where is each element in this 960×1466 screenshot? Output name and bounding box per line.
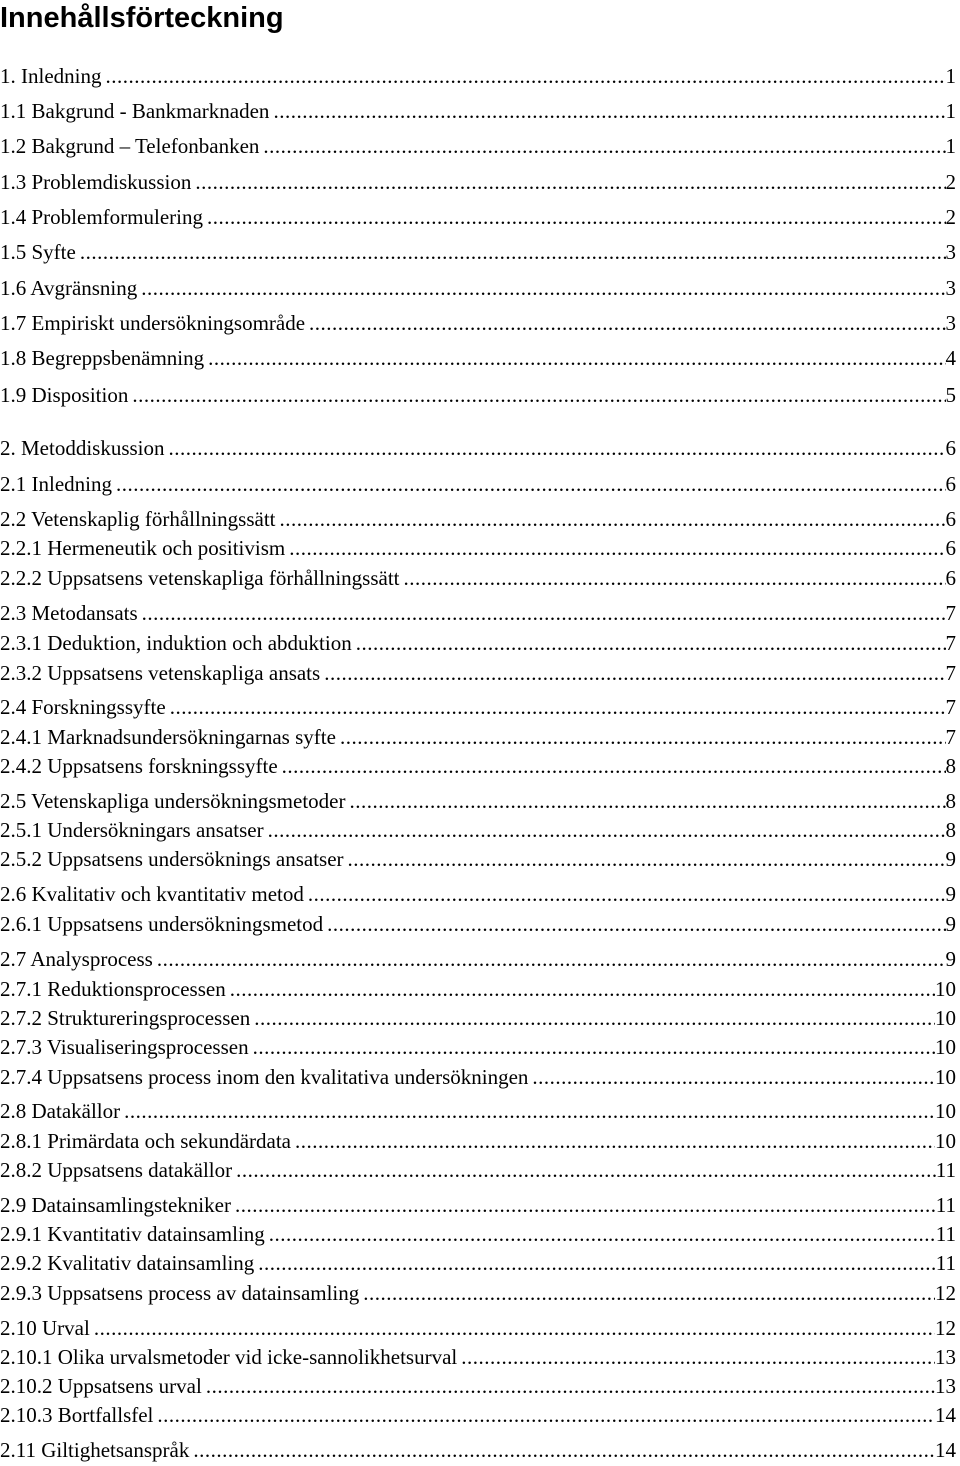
toc-entry-label: 2.7.1 Reduktionsprocessen	[0, 977, 226, 1001]
toc-entry[interactable]	[0, 62, 956, 90]
toc-entry-label: 2.7 Analysprocess	[0, 947, 153, 971]
toc-entry-label: 2.3.1 Deduktion, induktion och abduktion	[0, 631, 352, 655]
toc-entry-page-number: 9	[945, 882, 956, 906]
toc-entry-label: 2.9.1 Kvantitativ datainsamling	[0, 1222, 265, 1246]
toc-entry[interactable]	[0, 132, 956, 160]
toc-entry[interactable]	[0, 1343, 956, 1371]
toc-dot-leader	[363, 1279, 935, 1307]
toc-dot-leader	[263, 132, 945, 160]
toc-entry-label: 2.10.1 Olika urvalsmetoder vid icke-sannolikhetsurval	[0, 1345, 458, 1369]
toc-entry-page-number: 2	[945, 205, 956, 229]
toc-entry[interactable]	[0, 470, 956, 498]
toc-entry-page-number: 5	[945, 383, 956, 407]
toc-dot-leader	[289, 534, 945, 562]
toc-entry-page-number: 8	[945, 789, 956, 813]
toc-entry[interactable]	[0, 434, 956, 462]
toc-entry[interactable]	[0, 97, 956, 125]
toc-entry-page-number: 14	[935, 1438, 956, 1462]
toc-dot-leader	[208, 344, 945, 372]
toc-entry-label: 2.5 Vetenskapliga undersökningsmetoder	[0, 789, 346, 813]
toc-dot-leader	[269, 1220, 936, 1248]
toc-entry[interactable]	[0, 381, 956, 409]
toc-entry-label: 2.3 Metodansats	[0, 601, 138, 625]
toc-entry[interactable]	[0, 564, 956, 592]
toc-entry-label: 2.7.2 Struktureringsprocessen	[0, 1006, 251, 1030]
toc-entry-label: 2.2.1 Hermeneutik och positivism	[0, 536, 286, 560]
toc-entry-label: 2.5.2 Uppsatsens undersöknings ansatser	[0, 847, 344, 871]
toc-dot-leader	[157, 1401, 935, 1429]
toc-dot-leader	[254, 1004, 935, 1032]
toc-entry[interactable]	[0, 910, 956, 938]
toc-entry-page-number: 8	[945, 754, 956, 778]
toc-entry-page-number: 7	[945, 695, 956, 719]
toc-entry-page-number: 6	[945, 566, 956, 590]
toc-entry-page-number: 1	[945, 99, 956, 123]
toc-entry-page-number: 10	[935, 1065, 956, 1089]
toc-entry-label: 2.7.3 Visualiseringsprocessen	[0, 1035, 249, 1059]
toc-entry-page-number: 6	[945, 536, 956, 560]
toc-dot-leader	[461, 1343, 935, 1371]
toc-entry-label: 1.7 Empiriskt undersökningsområde	[0, 311, 306, 335]
toc-entry-label: 1.2 Bakgrund – Telefonbanken	[0, 134, 260, 158]
toc-entry-label: 2.8.2 Uppsatsens datakällor	[0, 1158, 233, 1182]
toc-entry-page-number: 6	[945, 472, 956, 496]
toc-entry-label: 2.9.3 Uppsatsens process av datainsamling	[0, 1281, 360, 1305]
toc-entry-page-number: 6	[945, 436, 956, 460]
toc-entry[interactable]	[0, 659, 956, 687]
toc-entry[interactable]	[0, 1372, 956, 1400]
toc-entry[interactable]	[0, 309, 956, 337]
toc-dot-leader	[295, 1127, 935, 1155]
toc-entry[interactable]	[0, 629, 956, 657]
toc-entry[interactable]	[0, 1004, 956, 1032]
toc-entry-page-number: 11	[935, 1251, 956, 1275]
toc-entry-page-number: 2	[945, 170, 956, 194]
toc-entry[interactable]	[0, 274, 956, 302]
toc-entry-label: 2.4 Forskningssyfte	[0, 695, 166, 719]
toc-dot-leader	[253, 1033, 935, 1061]
toc-entry-page-number: 9	[945, 912, 956, 936]
toc-entry[interactable]	[0, 1191, 956, 1219]
toc-dot-leader	[532, 1063, 935, 1091]
toc-entry-label: 2. Metoddiskussion	[0, 436, 165, 460]
toc-entry[interactable]	[0, 787, 956, 815]
toc-dot-leader	[282, 752, 946, 780]
toc-dot-leader	[404, 564, 946, 592]
toc-entry-label: 2.8.1 Primärdata och sekundärdata	[0, 1129, 291, 1153]
toc-dot-leader	[327, 910, 945, 938]
toc-entry-page-number: 12	[935, 1281, 956, 1305]
toc-dot-leader	[105, 62, 945, 90]
toc-entry-label: 2.10 Urval	[0, 1316, 90, 1340]
toc-dot-leader	[324, 659, 945, 687]
toc-dot-leader	[124, 1097, 935, 1125]
toc-dot-leader	[258, 1249, 935, 1277]
toc-dot-leader	[116, 470, 946, 498]
toc-entry[interactable]	[0, 1249, 956, 1277]
toc-dot-leader	[235, 1191, 936, 1219]
toc-entry-page-number: 12	[935, 1316, 956, 1340]
toc-dot-leader	[348, 845, 946, 873]
toc-entry-page-number: 7	[945, 601, 956, 625]
toc-entry-page-number: 7	[945, 725, 956, 749]
toc-entry[interactable]	[0, 599, 956, 627]
toc-entry-label: 1.3 Problemdiskussion	[0, 170, 192, 194]
toc-entry-page-number: 7	[945, 631, 956, 655]
toc-dot-leader	[132, 381, 945, 409]
toc-dot-leader	[80, 238, 946, 266]
toc-entry-page-number: 10	[935, 1035, 956, 1059]
toc-dot-leader	[206, 1372, 935, 1400]
toc-entry-label: 1.4 Problemformulering	[0, 205, 203, 229]
toc-entry-label: 2.2.2 Uppsatsens vetenskapliga förhållningssätt	[0, 566, 400, 590]
toc-entry-label: 2.1 Inledning	[0, 472, 112, 496]
toc-entry[interactable]	[0, 1127, 956, 1155]
toc-entry[interactable]	[0, 344, 956, 372]
toc-entry-page-number: 13	[935, 1345, 956, 1369]
toc-entry-label: 2.3.2 Uppsatsens vetenskapliga ansats	[0, 661, 321, 685]
toc-entry[interactable]	[0, 845, 956, 873]
toc-entry[interactable]	[0, 1314, 956, 1342]
toc-entry[interactable]	[0, 816, 956, 844]
toc-entry-label: 2.5.1 Undersökningars ansatser	[0, 818, 264, 842]
toc-entry-page-number: 3	[945, 240, 956, 264]
toc-entry[interactable]	[0, 723, 956, 751]
toc-dot-leader	[273, 97, 945, 125]
toc-dot-leader	[308, 880, 946, 908]
toc-entry[interactable]	[0, 1220, 956, 1248]
toc-entry-label: 2.4.1 Marknadsundersökningarnas syfte	[0, 725, 336, 749]
toc-dot-leader	[356, 629, 946, 657]
toc-entry-page-number: 8	[945, 818, 956, 842]
toc-dot-leader	[195, 168, 945, 196]
toc-entry-page-number: 9	[945, 947, 956, 971]
toc-dot-leader	[142, 599, 946, 627]
toc-entry-label: 1.9 Disposition	[0, 383, 129, 407]
toc-entry-page-number: 1	[945, 134, 956, 158]
toc-dot-leader	[280, 505, 946, 533]
toc-entry-label: 1.6 Avgränsning	[0, 276, 138, 300]
toc-entry[interactable]	[0, 1033, 956, 1061]
toc-entry-label: 2.8 Datakällor	[0, 1099, 121, 1123]
toc-entry-label: 1.8 Begreppsbenämning	[0, 346, 205, 370]
toc-entry-page-number: 11	[935, 1193, 956, 1217]
toc-dot-leader	[157, 945, 946, 973]
toc-entry[interactable]	[0, 203, 956, 231]
toc-dot-leader	[236, 1156, 936, 1184]
toc-entry-label: 2.2 Vetenskaplig förhållningssätt	[0, 507, 276, 531]
toc-entry-page-number: 10	[935, 1099, 956, 1123]
toc-entry[interactable]	[0, 168, 956, 196]
toc-entry[interactable]	[0, 975, 956, 1003]
toc-entry-label: 2.10.3 Bortfallsfel	[0, 1403, 154, 1427]
toc-dot-leader	[268, 816, 946, 844]
toc-entry[interactable]	[0, 880, 956, 908]
toc-entry[interactable]	[0, 534, 956, 562]
toc-entry-page-number: 3	[945, 311, 956, 335]
toc-entry-label: 2.4.2 Uppsatsens forskningssyfte	[0, 754, 278, 778]
toc-dot-leader	[340, 723, 946, 751]
toc-dot-leader	[170, 693, 946, 721]
toc-entry-label: 2.9.2 Kvalitativ datainsamling	[0, 1251, 255, 1275]
toc-dot-leader	[169, 434, 946, 462]
toc-entry-page-number: 10	[935, 977, 956, 1001]
toc-entry[interactable]	[0, 1436, 956, 1464]
toc-entry[interactable]	[0, 945, 956, 973]
toc-entry-label: 2.6.1 Uppsatsens undersökningsmetod	[0, 912, 324, 936]
toc-entry[interactable]	[0, 1063, 956, 1091]
toc-entry-label: 2.6 Kvalitativ och kvantitativ metod	[0, 882, 304, 906]
toc-dot-leader	[193, 1436, 935, 1464]
toc-entry-page-number: 11	[935, 1222, 956, 1246]
toc-entry-page-number: 6	[945, 507, 956, 531]
toc-entry-page-number: 1	[945, 64, 956, 88]
toc-entry[interactable]	[0, 1279, 956, 1307]
toc-entry-page-number: 10	[935, 1129, 956, 1153]
toc-entry-page-number: 10	[935, 1006, 956, 1030]
toc-entry-label: 1. Inledning	[0, 64, 102, 88]
toc-dot-leader	[309, 309, 945, 337]
toc-dot-leader	[94, 1314, 935, 1342]
toc-entry[interactable]	[0, 693, 956, 721]
toc-entry-page-number: 13	[935, 1374, 956, 1398]
toc-entry-label: 2.11 Giltighetsanspråk	[0, 1438, 190, 1462]
toc-entry-label: 2.7.4 Uppsatsens process inom den kvalitativa undersökningen	[0, 1065, 529, 1089]
toc-entry-label: 2.9 Datainsamlingstekniker	[0, 1193, 231, 1217]
toc-entry-page-number: 14	[935, 1403, 956, 1427]
toc-entry-label: 1.1 Bakgrund - Bankmarknaden	[0, 99, 270, 123]
toc-entry-page-number: 11	[935, 1158, 956, 1182]
toc-dot-leader	[230, 975, 935, 1003]
toc-entry[interactable]	[0, 505, 956, 533]
toc-entry[interactable]	[0, 238, 956, 266]
toc-dot-leader	[349, 787, 945, 815]
toc-entry-label: 2.10.2 Uppsatsens urval	[0, 1374, 202, 1398]
toc-entry-page-number: 9	[945, 847, 956, 871]
toc-dot-leader	[207, 203, 946, 231]
toc-dot-leader	[141, 274, 945, 302]
toc-entry[interactable]	[0, 1156, 956, 1184]
toc-entry[interactable]	[0, 1401, 956, 1429]
toc-entry[interactable]	[0, 752, 956, 780]
toc-entry[interactable]	[0, 1097, 956, 1125]
toc-entry-page-number: 3	[945, 276, 956, 300]
toc-entry-label: 1.5 Syfte	[0, 240, 76, 264]
toc-entry-page-number: 7	[945, 661, 956, 685]
toc-entry-page-number: 4	[945, 346, 956, 370]
toc-title: Innehållsförteckning	[0, 2, 284, 34]
